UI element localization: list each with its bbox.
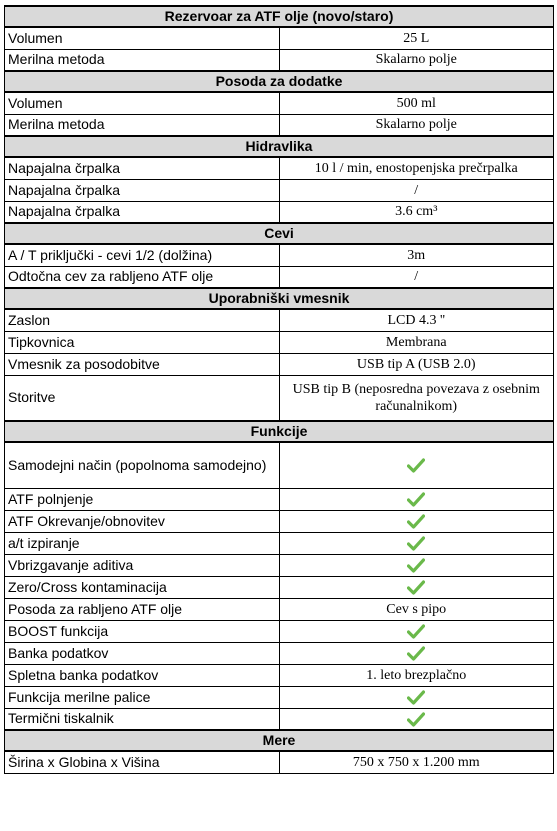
- spec-table-body: [5, 6, 554, 773]
- row-label: Merilna metoda: [5, 114, 280, 136]
- row-value: Skalarno polje: [279, 114, 554, 136]
- check-icon: [407, 558, 425, 573]
- table-row: [5, 331, 554, 353]
- row-label: A / T priključki - cevi 1/2 (dolžina): [5, 244, 280, 266]
- table-row: [5, 375, 554, 421]
- table-row: [5, 92, 554, 114]
- row-label: Napajalna črpalka: [5, 179, 280, 201]
- row-value: /: [279, 179, 554, 201]
- row-label: Storitve: [5, 375, 280, 421]
- check-icon: [407, 536, 425, 551]
- check-icon: [407, 458, 425, 473]
- table-row: [5, 49, 554, 71]
- row-label: Napajalna črpalka: [5, 201, 280, 223]
- row-value-check: [279, 708, 554, 730]
- check-icon: [407, 580, 425, 595]
- row-label: Napajalna črpalka: [5, 157, 280, 179]
- table-row: [5, 664, 554, 686]
- row-value-check: [279, 510, 554, 532]
- section-header: [5, 71, 554, 92]
- row-value: Cev s pipo: [279, 598, 554, 620]
- row-label: BOOST funkcija: [5, 620, 280, 642]
- row-value-check: [279, 488, 554, 510]
- row-value: 10 l / min, enostopenjska prečrpalka: [279, 157, 554, 179]
- row-label: Banka podatkov: [5, 642, 280, 664]
- spec-table: [4, 5, 554, 774]
- table-row: [5, 353, 554, 375]
- section-title: Hidravlika: [5, 136, 554, 157]
- row-value-check: [279, 620, 554, 642]
- table-row: [5, 157, 554, 179]
- check-icon: [407, 492, 425, 507]
- row-label: Samodejni način (popolnoma samodejno): [5, 442, 280, 488]
- check-icon: [407, 690, 425, 705]
- table-row: [5, 510, 554, 532]
- table-row: [5, 532, 554, 554]
- section-title: Funkcije: [5, 421, 554, 442]
- section-title: Posoda za dodatke: [5, 71, 554, 92]
- section-header: [5, 136, 554, 157]
- row-value: 25 L: [279, 27, 554, 49]
- table-row: [5, 620, 554, 642]
- table-row: [5, 266, 554, 288]
- row-value: USB tip A (USB 2.0): [279, 353, 554, 375]
- table-row: [5, 576, 554, 598]
- row-value: 3.6 cm³: [279, 201, 554, 223]
- row-value-check: [279, 686, 554, 708]
- table-row: [5, 201, 554, 223]
- row-label: Tipkovnica: [5, 331, 280, 353]
- section-title: Uporabniški vmesnik: [5, 288, 554, 309]
- check-icon: [407, 712, 425, 727]
- table-row: [5, 27, 554, 49]
- table-row: [5, 309, 554, 331]
- row-value: Skalarno polje: [279, 49, 554, 71]
- row-value: USB tip B (neposredna povezava z osebnim računalnikom): [279, 375, 554, 421]
- row-label: Zero/Cross kontaminacija: [5, 576, 280, 598]
- row-label: Vmesnik za posodobitve: [5, 353, 280, 375]
- table-row: [5, 642, 554, 664]
- table-row: [5, 708, 554, 730]
- row-label: Termični tiskalnik: [5, 708, 280, 730]
- row-value-check: [279, 532, 554, 554]
- row-value: /: [279, 266, 554, 288]
- row-label: ATF Okrevanje/obnovitev: [5, 510, 280, 532]
- row-value-check: [279, 442, 554, 488]
- table-row: [5, 244, 554, 266]
- section-header: [5, 421, 554, 442]
- row-label: Volumen: [5, 92, 280, 114]
- row-value-check: [279, 642, 554, 664]
- table-row: [5, 179, 554, 201]
- row-label: a/t izpiranje: [5, 532, 280, 554]
- row-label: Merilna metoda: [5, 49, 280, 71]
- row-label: Funkcija merilne palice: [5, 686, 280, 708]
- row-value: 1. leto brezplačno: [279, 664, 554, 686]
- table-row: [5, 488, 554, 510]
- section-title: Cevi: [5, 223, 554, 244]
- row-value: 500 ml: [279, 92, 554, 114]
- section-title: Mere: [5, 730, 554, 751]
- section-header: [5, 288, 554, 309]
- row-label: ATF polnjenje: [5, 488, 280, 510]
- table-row: [5, 442, 554, 488]
- row-value: Membrana: [279, 331, 554, 353]
- check-icon: [407, 646, 425, 661]
- section-header: [5, 730, 554, 751]
- section-header: [5, 6, 554, 27]
- row-value: 3m: [279, 244, 554, 266]
- row-label: Posoda za rabljeno ATF olje: [5, 598, 280, 620]
- section-header: [5, 223, 554, 244]
- row-value: 750 x 750 x 1.200 mm: [279, 751, 554, 773]
- row-value-check: [279, 576, 554, 598]
- row-label: Vbrizgavanje aditiva: [5, 554, 280, 576]
- table-row: [5, 751, 554, 773]
- row-value: LCD 4.3 '': [279, 309, 554, 331]
- row-label: Zaslon: [5, 309, 280, 331]
- section-title: Rezervoar za ATF olje (novo/staro): [5, 6, 554, 27]
- table-row: [5, 554, 554, 576]
- check-icon: [407, 624, 425, 639]
- table-row: [5, 114, 554, 136]
- row-label: Širina x Globina x Višina: [5, 751, 280, 773]
- table-row: [5, 598, 554, 620]
- table-row: [5, 686, 554, 708]
- check-icon: [407, 514, 425, 529]
- row-label: Volumen: [5, 27, 280, 49]
- row-label: Odtočna cev za rabljeno ATF olje: [5, 266, 280, 288]
- row-value-check: [279, 554, 554, 576]
- row-label: Spletna banka podatkov: [5, 664, 280, 686]
